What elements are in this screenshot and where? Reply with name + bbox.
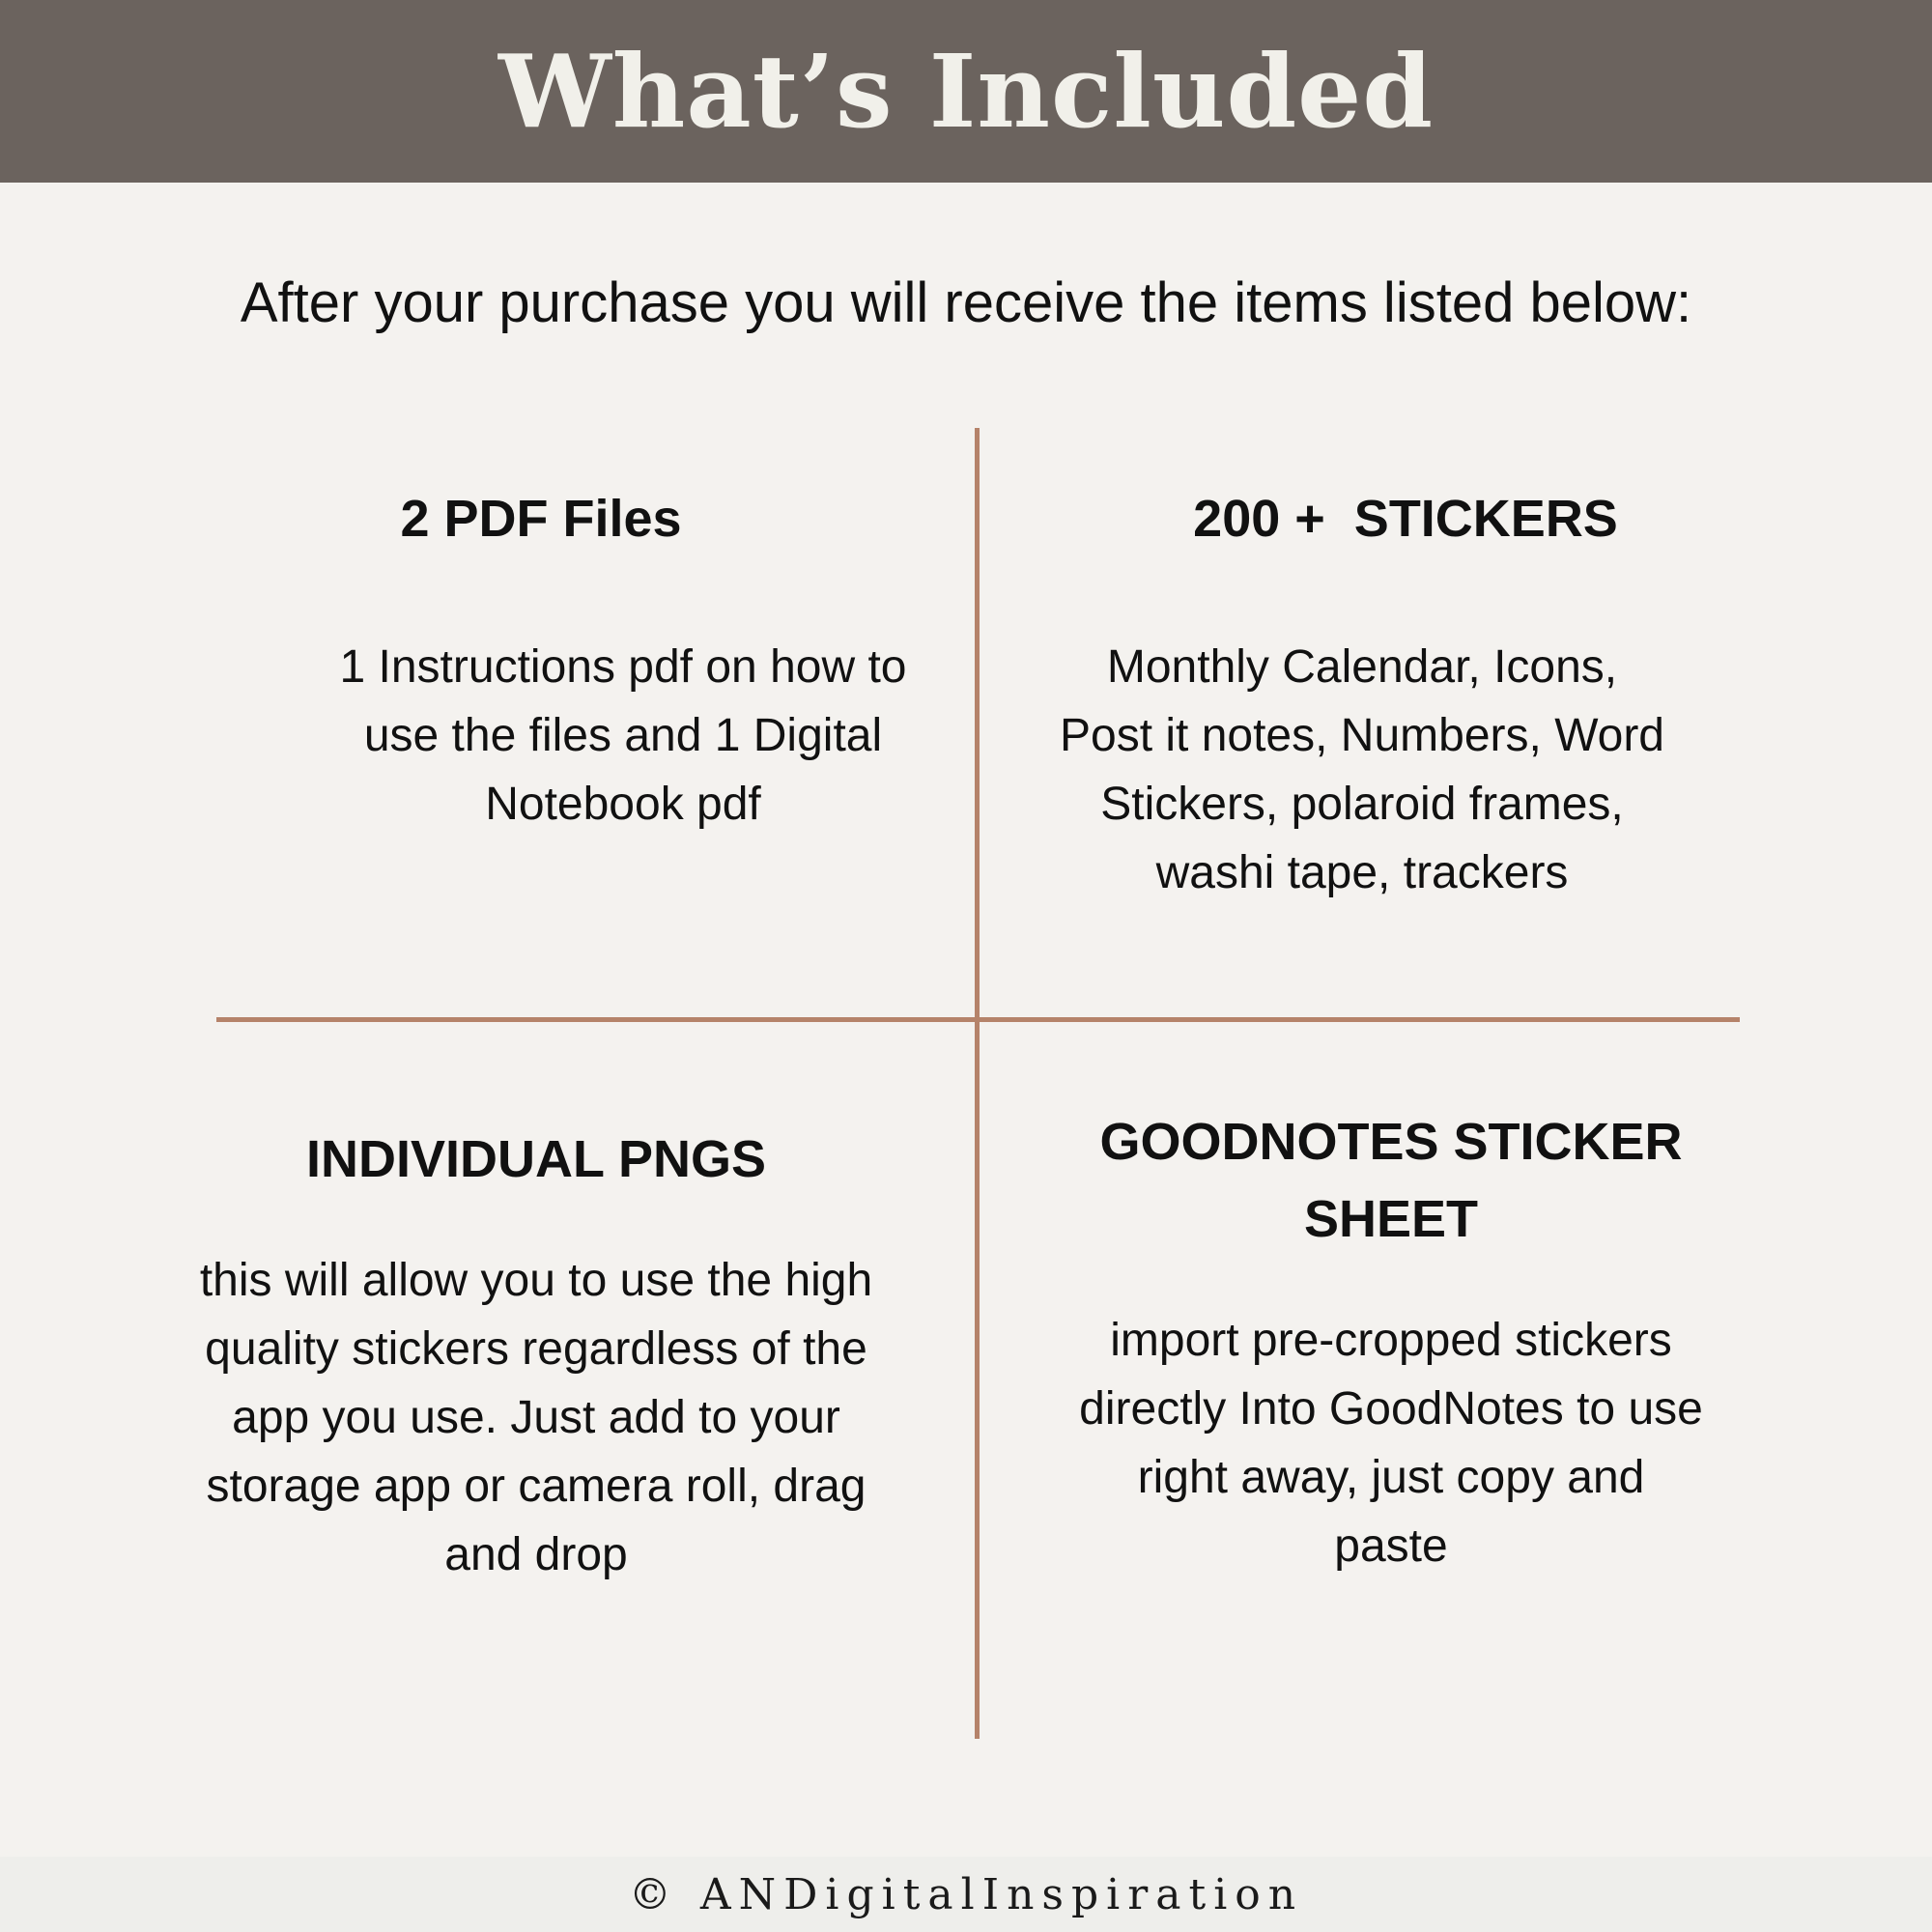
description-line: 1 Instructions pdf on how to (339, 641, 907, 693)
page-title: What’s Included (497, 32, 1435, 151)
title-line: GOODNOTES STICKER (1099, 1113, 1683, 1171)
description-line: Post it notes, Numbers, Word (1059, 710, 1664, 761)
item-stickers (1024, 480, 1758, 907)
description-line: and drop (444, 1529, 628, 1580)
description-line: Stickers, polaroid frames, (1100, 779, 1624, 830)
intro-text: After your purchase you will receive the items listed below: (240, 271, 1692, 334)
item-description (251, 633, 927, 838)
vertical-divider (975, 428, 980, 1739)
item-description (1024, 1306, 1758, 1580)
item-description (145, 1246, 927, 1589)
item-goodnotes-sheet (1024, 1103, 1758, 1580)
footer-copyright: © ANDigitalInspiration (0, 1857, 1932, 1932)
item-title: 2 PDF Files (400, 490, 682, 548)
description-line: app you use. Just add to your (232, 1392, 840, 1443)
description-line: storage app or camera roll, drag (206, 1461, 867, 1512)
description-line: this will allow you to use the high (199, 1255, 873, 1306)
horizontal-divider (216, 1017, 1740, 1022)
description-line: directly Into GoodNotes to use (1079, 1383, 1703, 1435)
description-line: use the files and 1 Digital (363, 710, 883, 761)
description-line: import pre-cropped stickers (1110, 1315, 1672, 1366)
description-line: Monthly Calendar, Icons, (1106, 641, 1618, 693)
item-title: INDIVIDUAL PNGS (305, 1130, 767, 1188)
item-description (1024, 633, 1758, 907)
description-line: washi tape, trackers (1155, 847, 1569, 898)
description-line: paste (1334, 1520, 1448, 1572)
description-line: right away, just copy and (1137, 1452, 1645, 1503)
header-banner (0, 0, 1932, 183)
item-individual-pngs (145, 1121, 927, 1589)
item-title: 200 + STICKERS (1193, 490, 1618, 548)
title-line: SHEET (1303, 1190, 1479, 1248)
description-line: quality stickers regardless of the (205, 1323, 867, 1375)
item-title (1024, 1103, 1758, 1258)
item-pdf-files (251, 480, 927, 838)
description-line: Notebook pdf (485, 779, 761, 830)
